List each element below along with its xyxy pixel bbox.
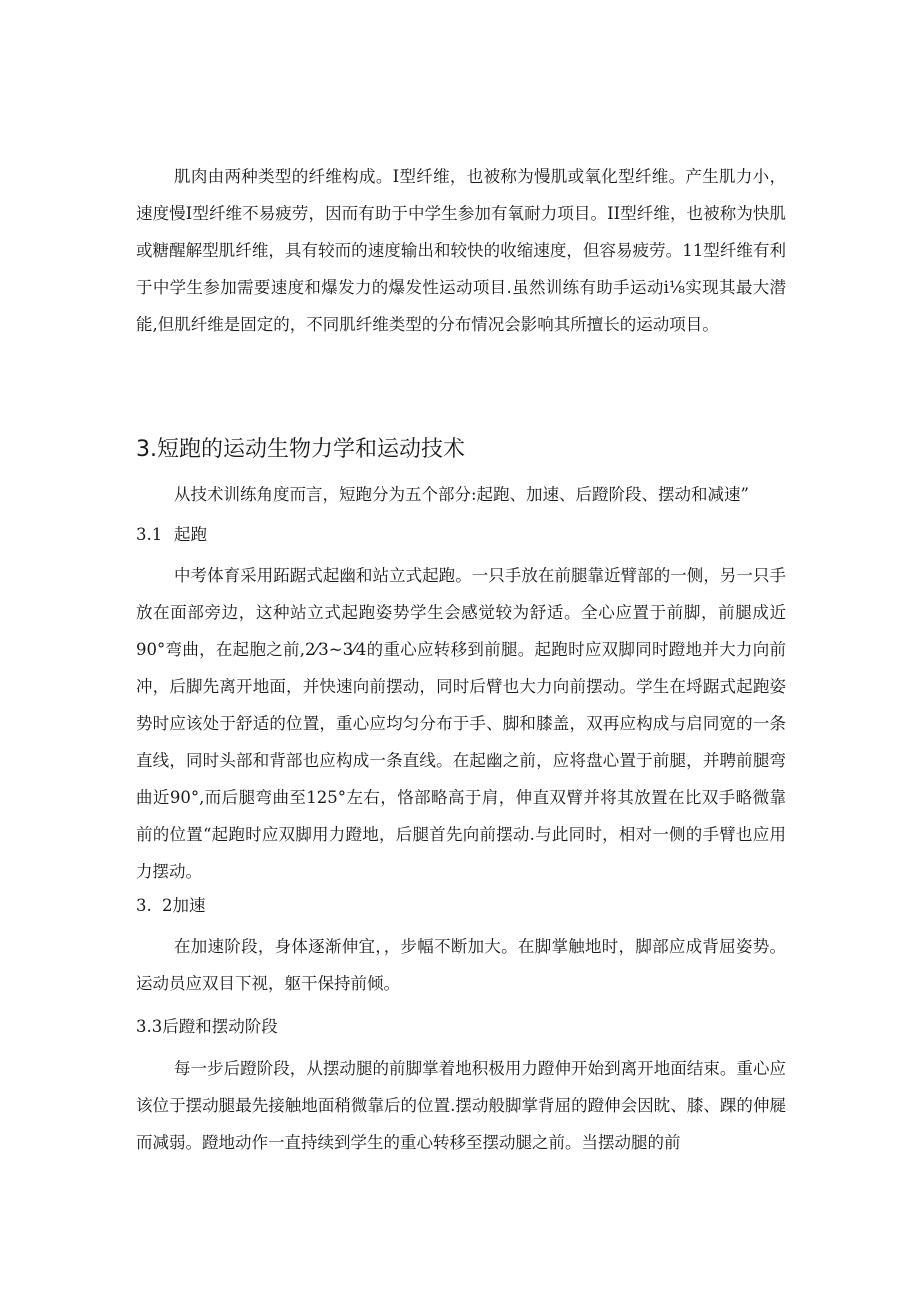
- section-title: 3.短跑的运动生物力学和运动技术: [136, 437, 465, 462]
- subsection-heading-3-3: [136, 1012, 278, 1042]
- subsection-title: 后蹬和摆动阶段: [162, 1017, 278, 1036]
- subsection-heading-3-2: [136, 891, 206, 921]
- subsection-title: 2加速: [162, 896, 206, 915]
- muscle-fiber-paragraph: 肌肉由两种类型的纤维构成。I型纤维，也被称为慢肌或氧化型纤维。产生肌力小，速度慢I型纤维不易疲劳，因而有助于中学生参加有氧耐力项目。II型纤维，也被称为快肌或糖醒解型肌纤维，具有较而的速度输出和较快的收缩速度，但容易疲劳。11型纤维有利于中学生参加需要速度和爆发力的爆发性运动项目.虽然训练有助手运动i⅛实现其最大潜能,但肌纤维是固定的，不同肌纤维类型的分布情况会影响其所擅长的运动项目。: [136, 167, 786, 334]
- subsection-number: 3.3: [136, 1017, 163, 1036]
- acceleration-paragraph: 在加速阶段，身体逐渐伸宜，，步幅不断加大。在脚掌触地时，脚部应成背屈姿势。运动员应双目下视，躯干保持前倾。: [136, 937, 786, 993]
- start-paragraph: 中考体育采用跖踞式起幽和站立式起跑。一只手放在前腿靠近臂部的一侧，另一只手放在面部旁边，这种站立式起跑姿势学生会感觉较为舒适。全心应置于前脚，前腿成近90°弯曲，在起胞之前,2⁄3~3⁄4的重心应转移到前腿。起跑时应双脚同时蹬地并大力向前冲，后脚先离开地面，并快速向前摆动，同时后臂也大力向前摆动。学生在埒踞式起跑姿势时应该处于舒适的位置，重心应均匀分布于手、脚和膝盖，双再应构成与启同宽的一条直线，同时头部和背部也应构成一条直线。在起幽之前，应将盘心置于前腿，并聘前腿弯曲近90°,而后腿弯曲至125°左右，恪部略高于肩，伸直双臂并将其放置在比双手略微靠前的位置“起跑时应双脚用力蹬地，后腿首先向前摆动.与此同时，相对一侧的手臂也应用力摆动。: [136, 566, 786, 881]
- subsection-heading-3-1: [136, 520, 207, 550]
- push-off-paragraph: 每一步后蹬阶段，从摆动腿的前脚掌着地积极用力蹬伸开始到离开地面结束。重心应该位于摆动腿最先接触地面稍微靠后的位置.摆动般脚掌背屈的蹬伸会因眈、膝、踝的伸屣而减弱。蹬地动作一直持续到学生的重心转移至摆动腿之前。当摆动腿的前: [136, 1059, 786, 1152]
- subsection-number: 3.1: [136, 525, 163, 544]
- intro-paragraph: 从技术训练角度而言，短跑分为五个部分:起跑、加速、后蹬阶段、摆动和减速”: [174, 485, 749, 504]
- subsection-title: 起跑: [174, 525, 207, 544]
- subsection-number: 3.: [136, 896, 152, 915]
